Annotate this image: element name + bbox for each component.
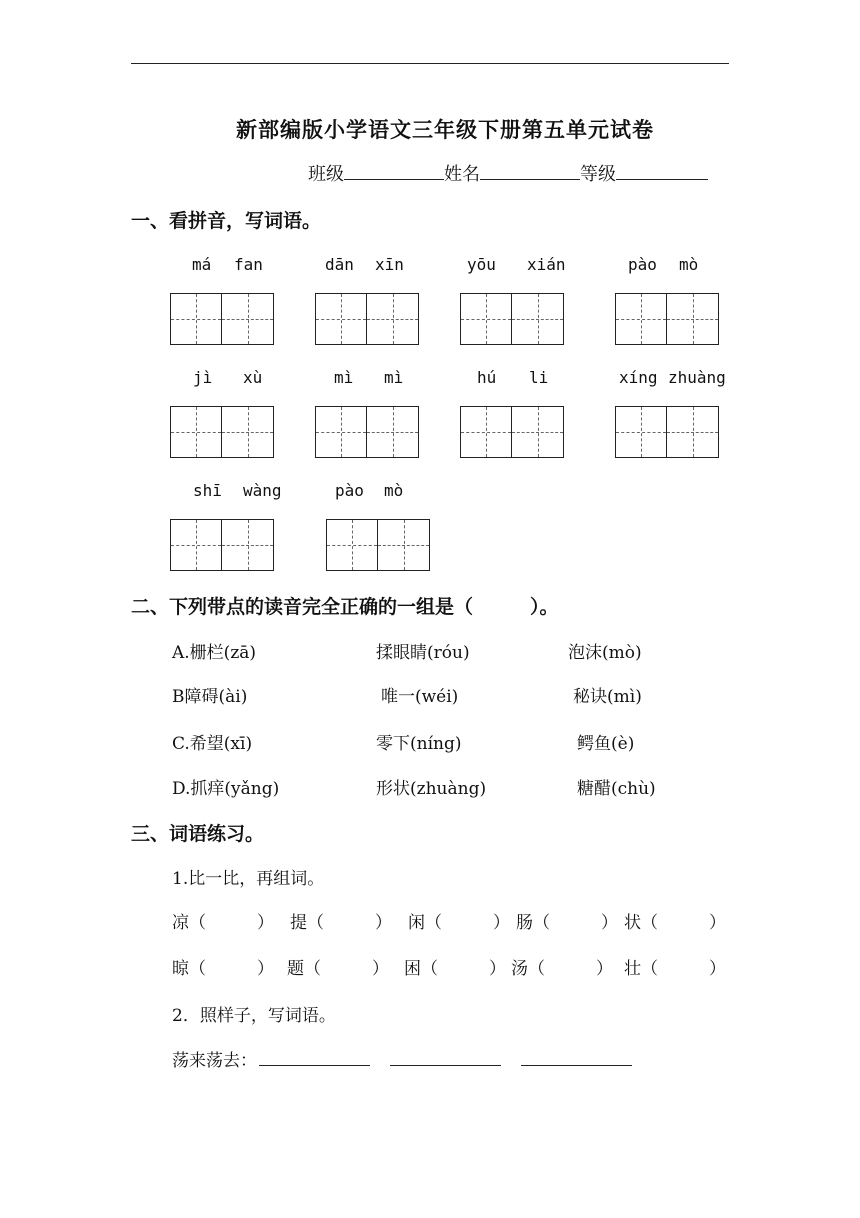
- question-1: 1.比一比，再组词。: [172, 869, 325, 889]
- pinyin: xián: [527, 255, 566, 274]
- option-a-1: A.栅栏(zā): [172, 643, 257, 663]
- pinyin: jì: [193, 368, 213, 387]
- word-blank[interactable]: 困（ ）: [404, 959, 506, 979]
- grade-label: 等级: [580, 164, 616, 185]
- option-d-1: D.抓痒(yǎng): [172, 779, 280, 799]
- writing-grid[interactable]: [170, 406, 274, 458]
- option-c-3: 鳄鱼(è): [577, 734, 635, 754]
- pinyin: fan: [234, 255, 263, 274]
- pinyin: mò: [384, 481, 404, 500]
- student-info: [308, 160, 708, 186]
- word-blank[interactable]: 肠（ ）: [516, 913, 618, 933]
- writing-grid[interactable]: [615, 406, 719, 458]
- pinyin: pào: [628, 255, 657, 274]
- pinyin: má: [192, 255, 212, 274]
- option-c-1: C.希望(xī): [172, 734, 253, 754]
- top-rule: [131, 63, 729, 64]
- answer-line[interactable]: [521, 1047, 632, 1066]
- pinyin: mò: [679, 255, 699, 274]
- pinyin: hú: [477, 368, 497, 387]
- word-blank[interactable]: 提（ ）: [290, 913, 392, 933]
- word-blank[interactable]: 闲（ ）: [408, 913, 510, 933]
- option-b-2: 唯一(wéi): [381, 687, 459, 707]
- writing-grid[interactable]: [460, 293, 564, 345]
- pinyin: zhuàng: [668, 368, 726, 387]
- pinyin: shī: [193, 481, 222, 500]
- word-blank[interactable]: 晾（ ）: [172, 959, 274, 979]
- option-a-2: 揉眼睛(róu): [376, 643, 470, 663]
- option-d-2: 形状(zhuàng): [376, 779, 487, 799]
- section2-heading: 二、下列带点的读音完全正确的一组是（ ）。: [131, 596, 559, 618]
- option-d-3: 糖醋(chù): [577, 779, 656, 799]
- pinyin: li: [529, 368, 549, 387]
- pinyin: mì: [384, 368, 404, 387]
- example-row: [172, 1046, 632, 1071]
- grade-blank[interactable]: [616, 161, 708, 180]
- example-word: 荡来荡去：: [172, 1051, 257, 1071]
- section3-heading: 三、词语练习。: [131, 823, 265, 845]
- writing-grid[interactable]: [315, 293, 419, 345]
- name-blank[interactable]: [480, 161, 580, 180]
- writing-grid[interactable]: [460, 406, 564, 458]
- section1-heading: 一、看拼音，写词语。: [131, 210, 322, 232]
- option-a-3: 泡沫(mò): [568, 643, 642, 663]
- page-title: 新部编版小学语文三年级下册第五单元试卷: [236, 117, 654, 142]
- option-b-1: B障碍(ài): [172, 687, 248, 707]
- word-blank[interactable]: 汤（ ）: [511, 959, 613, 979]
- pinyin: yōu: [467, 255, 496, 274]
- writing-grid[interactable]: [170, 519, 274, 571]
- answer-line[interactable]: [259, 1047, 370, 1066]
- pinyin: xīn: [375, 255, 404, 274]
- pinyin: xù: [243, 368, 263, 387]
- writing-grid[interactable]: [615, 293, 719, 345]
- pinyin: dān: [325, 255, 354, 274]
- option-b-3: 秘诀(mì): [573, 687, 642, 707]
- name-label: 姓名: [444, 164, 480, 185]
- word-blank[interactable]: 凉（ ）: [172, 913, 274, 933]
- writing-grid[interactable]: [315, 406, 419, 458]
- pinyin: pào: [335, 481, 364, 500]
- question-2: 2．照样子，写词语。: [172, 1006, 336, 1026]
- pinyin: wàng: [243, 481, 282, 500]
- class-label: 班级: [308, 164, 344, 185]
- class-blank[interactable]: [344, 161, 444, 180]
- writing-grid[interactable]: [170, 293, 274, 345]
- pinyin: xíng: [619, 368, 658, 387]
- pinyin: mì: [334, 368, 354, 387]
- answer-line[interactable]: [390, 1047, 501, 1066]
- writing-grid[interactable]: [326, 519, 430, 571]
- word-blank[interactable]: 状（ ）: [624, 913, 726, 933]
- word-blank[interactable]: 题（ ）: [287, 959, 389, 979]
- word-blank[interactable]: 壮（ ）: [624, 959, 726, 979]
- option-c-2: 零下(níng): [376, 734, 462, 754]
